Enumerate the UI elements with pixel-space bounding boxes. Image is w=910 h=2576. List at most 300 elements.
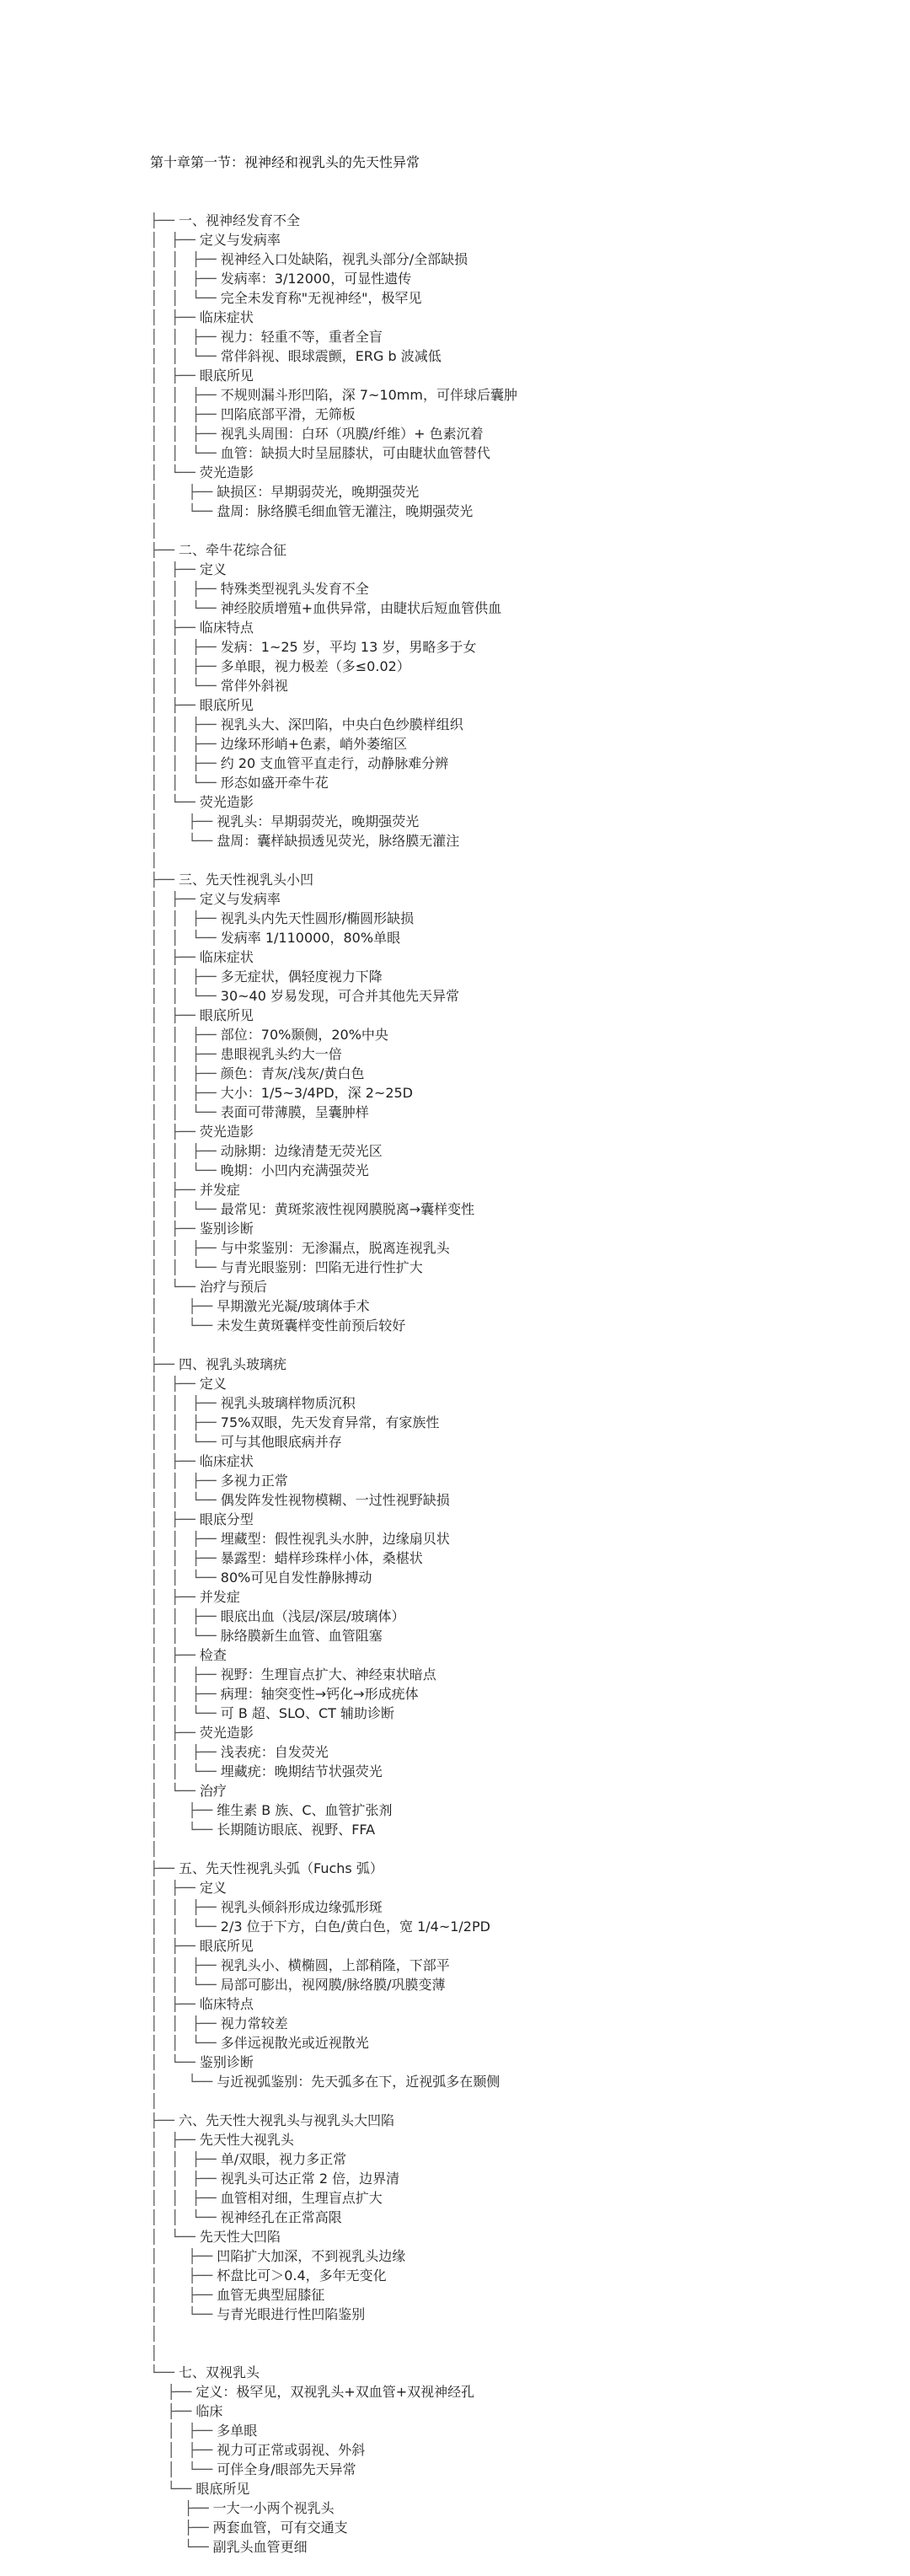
- outline-item-text: 视乳头可达正常 2 倍，边界清: [220, 2171, 400, 2187]
- outline-item-text: 并发症: [199, 1589, 240, 1605]
- outline-item: [150, 2460, 891, 2479]
- outline-item-text: 多单眼: [217, 2423, 258, 2439]
- outline-item-text: 眼底出血（浅层/深层/玻璃体）: [220, 1608, 405, 1624]
- tree-connector: │ ├──: [150, 1725, 200, 1741]
- tree-connector: │ ├──: [150, 1007, 200, 1023]
- outline-item-text: 四、视乳头玻璃疣: [178, 1356, 286, 1372]
- outline-item-text: 单/双眼，视力多正常: [220, 2151, 347, 2167]
- tree-connector: │ │ ├──: [150, 426, 221, 442]
- tree-connector: │ │ └──: [150, 988, 221, 1004]
- outline-item: [150, 1936, 891, 1956]
- outline-item: [150, 909, 891, 928]
- outline-item: [150, 637, 891, 657]
- outline-item-text: 视野：生理盲点扩大、神经束状暗点: [220, 1666, 436, 1682]
- tree-connector: │ │ ├──: [150, 1473, 221, 1489]
- outline-item-text: 两套血管，可有交通支: [212, 2520, 348, 2536]
- tree-connector: │ ├──: [150, 1802, 217, 1818]
- tree-connector: │ ├──: [150, 2287, 217, 2303]
- outline-item-text: 血管相对细，生理盲点扩大: [220, 2190, 383, 2206]
- outline-item: [150, 773, 891, 792]
- outline-item: [150, 211, 891, 230]
- outline-spacer: [150, 2324, 891, 2343]
- outline-item: [150, 1199, 891, 1219]
- tree-connector: │ └──: [150, 503, 217, 519]
- tree-connector: │ └──: [150, 2074, 217, 2090]
- outline-item: [150, 2440, 891, 2460]
- outline-item-text: 暴露型：蜡样珍珠样小体，桑椹状: [220, 1550, 423, 1566]
- tree-connector: │ │ ├──: [150, 1065, 221, 1081]
- tree-connector: │ └──: [150, 1318, 217, 1334]
- outline-item: [150, 676, 891, 695]
- tree-connector: ├──: [150, 542, 179, 558]
- outline-item: [150, 967, 891, 986]
- tree-connector: │ │ ├──: [150, 581, 221, 597]
- outline-item: [150, 540, 891, 560]
- outline-item: [150, 1897, 891, 1917]
- outline-item: [150, 2266, 891, 2285]
- tree-connector: │: [150, 523, 158, 539]
- outline-item: [150, 250, 891, 269]
- outline-spacer: [150, 2091, 891, 2111]
- outline-item-text: 与中浆鉴别：无渗漏点，脱离连视乳头: [220, 1240, 450, 1256]
- outline-item-text: 眼底分型: [199, 1511, 254, 1527]
- tree-connector: │ │ └──: [150, 1201, 221, 1217]
- outline-item: [150, 288, 891, 308]
- tree-connector: │ │ └──: [150, 775, 221, 791]
- outline-item: [150, 657, 891, 676]
- tree-connector: │ │ ├──: [150, 2190, 221, 2206]
- outline-item-text: 2/3 位于下方，白色/黄白色，宽 1/4~1/2PD: [220, 1919, 490, 1935]
- outline-item: [150, 1801, 891, 1820]
- tree-connector: │ │ ├──: [150, 2171, 221, 2187]
- tree-connector: │ │ ├──: [150, 2151, 221, 2167]
- outline-item-text: 视乳头大、深凹陷，中央白色纱膜样组织: [220, 716, 463, 733]
- tree-connector: │: [150, 1337, 158, 1353]
- outline-item-text: 临床症状: [199, 949, 254, 965]
- outline-item: [150, 1665, 891, 1684]
- tree-connector: │ │ ├──: [150, 329, 221, 345]
- outline-item-text: 视神经入口处缺陷，视乳头部分/全部缺损: [220, 251, 468, 267]
- outline-item: [150, 1122, 891, 1141]
- outline-item-text: 一大一小两个视乳头: [212, 2500, 335, 2516]
- outline-item-text: 临床症状: [199, 309, 254, 325]
- tree-connector: │ │ ├──: [150, 1686, 221, 1702]
- outline-item: [150, 1820, 891, 1839]
- outline-item-text: 临床特点: [199, 620, 254, 636]
- tree-connector: │ │ ├──: [150, 1240, 221, 1256]
- outline-item-text: 可 B 超、SLO、CT 辅助诊断: [220, 1705, 395, 1721]
- outline-item-text: 荧光造影: [199, 1124, 254, 1140]
- outline-item-text: 部位：70%颞侧，20%中央: [220, 1027, 388, 1043]
- tree-connector: │ ├──: [150, 232, 200, 248]
- outline-item: [150, 1277, 891, 1296]
- tree-connector: │ │ ├──: [150, 251, 221, 267]
- outline-item-text: 多无症状，偶轻度视力下降: [220, 969, 383, 985]
- tree-connector: │ ├──: [150, 1880, 200, 1896]
- tree-connector: │ ├──: [150, 561, 200, 577]
- tree-connector: │ ├──: [150, 2248, 217, 2264]
- outline-item: [150, 2518, 891, 2537]
- outline-item-text: 神经胶质增殖+血供异常，由睫状后短血管供血: [220, 600, 502, 616]
- tree-connector: ├──: [150, 872, 179, 888]
- outline-item-text: 75%双眼，先天发育异常，有家族性: [220, 1414, 440, 1430]
- tree-connector: │ │ ├──: [150, 271, 221, 287]
- outline-item-text: 临床特点: [199, 1996, 254, 2012]
- outline-item-text: 治疗: [199, 1783, 227, 1799]
- tree-connector: │ │ ├──: [150, 1085, 221, 1101]
- outline-item: [150, 1723, 891, 1742]
- tree-connector: │ ├──: [150, 1589, 200, 1605]
- outline-item-text: 晚期：小凹内充满强荧光: [220, 1162, 369, 1178]
- outline-item: [150, 1956, 891, 1975]
- tree-connector: ├──: [150, 1860, 179, 1876]
- tree-connector: │ │ ├──: [150, 1744, 221, 1760]
- tree-connector: │ │ └──: [150, 2209, 221, 2225]
- tree-connector: │ ├──: [150, 1938, 200, 1954]
- outline-item: [150, 1587, 891, 1607]
- tree-connector: │: [150, 852, 158, 868]
- tree-connector: │ │ └──: [150, 1434, 221, 1450]
- outline-spacer: [150, 1335, 891, 1355]
- tree-connector: │ │ └──: [150, 348, 221, 364]
- tree-connector: ├──: [150, 2520, 213, 2536]
- tree-connector: ├──: [150, 2112, 179, 2128]
- tree-connector: │ │ └──: [150, 600, 221, 616]
- outline-item: [150, 2208, 891, 2227]
- tree-connector: │ │ ├──: [150, 1608, 221, 1624]
- outline-item-text: 眼底所见: [199, 1007, 254, 1023]
- outline-item: [150, 2053, 891, 2072]
- outline-item: [150, 831, 891, 851]
- outline-item: [150, 1452, 891, 1471]
- tree-connector: │ └──: [150, 2229, 200, 2245]
- outline-item: [150, 2498, 891, 2518]
- outline-item-text: 一、视神经发育不全: [178, 212, 300, 228]
- tree-connector: │ ├──: [150, 2442, 217, 2458]
- outline-item: [150, 443, 891, 463]
- outline-item-text: 常伴外斜视: [220, 678, 288, 694]
- outline-item-text: 定义与发病率: [199, 891, 281, 907]
- outline-item-text: 视乳头小、横椭圆，上部稍隆，下部平: [220, 1957, 450, 1973]
- outline-item: [150, 1432, 891, 1452]
- outline-item-text: 可与其他眼底病并存: [220, 1434, 342, 1450]
- tree-connector: │ └──: [150, 833, 217, 849]
- outline-item: [150, 1548, 891, 1568]
- outline-item-text: 血管无典型屈膝征: [217, 2287, 325, 2303]
- outline-item: [150, 1083, 891, 1103]
- tree-connector: │ ├──: [150, 1453, 200, 1469]
- tree-connector: │ │ └──: [150, 1919, 221, 1935]
- outline-item-text: 患眼视乳头约大一倍: [220, 1046, 342, 1062]
- outline-item-text: 视力常较差: [220, 2015, 288, 2031]
- outline-item-text: 与近视弧鉴别：先天弧多在下，近视弧多在颞侧: [217, 2074, 500, 2090]
- outline-item-text: 定义: [199, 561, 227, 577]
- tree-connector: ├──: [150, 2500, 213, 2516]
- outline-item-text: 早期激光光凝/玻璃体手术: [217, 1298, 370, 1314]
- outline-item-text: 眼底所见: [199, 1938, 254, 1954]
- tree-connector: │ │ ├──: [150, 1550, 221, 1566]
- tree-connector: │ ├──: [150, 1124, 200, 1140]
- outline-item-text: 定义: [199, 1880, 227, 1896]
- tree-connector: │ │ └──: [150, 1104, 221, 1120]
- outline-item-text: 副乳头血管更细: [212, 2539, 308, 2555]
- tree-connector: │: [150, 2326, 158, 2342]
- tree-connector: │ ├──: [150, 949, 200, 965]
- tree-connector: │ ├──: [150, 309, 200, 325]
- outline-item-text: 定义与发病率: [199, 232, 281, 248]
- outline-item: [150, 598, 891, 618]
- tree-connector: │ │ ├──: [150, 1027, 221, 1043]
- outline-item: [150, 2130, 891, 2149]
- outline-item: [150, 2033, 891, 2053]
- tree-connector: │ │ ├──: [150, 1899, 221, 1915]
- outline-item: [150, 308, 891, 327]
- outline-item: [150, 1607, 891, 1626]
- outline-item-text: 偶发阵发性视物模糊、一过性视野缺损: [220, 1492, 450, 1508]
- outline-item: [150, 1859, 891, 1878]
- tree-connector: │ ├──: [150, 2267, 217, 2284]
- outline-item: [150, 1704, 891, 1723]
- outline-item-text: 荧光造影: [199, 794, 254, 810]
- outline-item: [150, 1568, 891, 1587]
- outline-item-text: 盘周：脉络膜毛细血管无灌注，晚期强荧光: [217, 503, 474, 519]
- outline-item: [150, 695, 891, 715]
- tree-connector: │ ├──: [150, 2423, 217, 2439]
- outline-item-text: 治疗与预后: [199, 1279, 267, 1295]
- outline-item: [150, 792, 891, 812]
- outline-spacer: [150, 1839, 891, 1859]
- outline-item: [150, 2188, 891, 2208]
- tree-connector: │ │ └──: [150, 678, 221, 694]
- outline-item: [150, 560, 891, 579]
- outline-item: [150, 947, 891, 967]
- outline-item: [150, 1103, 891, 1122]
- outline-item-text: 三、先天性视乳头小凹: [178, 872, 313, 888]
- tree-connector: └──: [150, 2364, 179, 2380]
- outline-item: [150, 1374, 891, 1393]
- outline-item: [150, 230, 891, 250]
- outline-spacer: [150, 2343, 891, 2363]
- outline-item: [150, 269, 891, 288]
- outline-item: [150, 2111, 891, 2130]
- outline-item: [150, 1975, 891, 1994]
- outline-item-text: 五、先天性视乳头弧（Fuchs 弧）: [178, 1860, 383, 1876]
- outline-item-text: 30~40 岁易发现，可合并其他先天异常: [220, 988, 459, 1004]
- tree-connector: │ │ ├──: [150, 1414, 221, 1430]
- outline-item: [150, 1626, 891, 1645]
- tree-connector: ├──: [150, 2384, 196, 2400]
- outline-item-text: 眼底所见: [199, 368, 254, 384]
- outline-item-text: 鉴别诊断: [199, 1221, 254, 1237]
- outline-item-text: 杯盘比可＞0.4，多年无变化: [217, 2267, 387, 2284]
- outline-item-text: 视力：轻重不等，重者全盲: [220, 329, 383, 345]
- tree-connector: │ │ ├──: [150, 1143, 221, 1159]
- outline-item: [150, 482, 891, 502]
- outline-item-text: 凹陷扩大加深，不到视乳头边缘: [217, 2248, 406, 2264]
- outline-item: [150, 1141, 891, 1161]
- outline-item-text: 血管：缺损大时呈屈膝状，可由睫状血管替代: [220, 445, 490, 461]
- tree-connector: │ └──: [150, 794, 200, 810]
- tree-connector: │ ├──: [150, 1996, 200, 2012]
- tree-connector: │ ├──: [150, 1511, 200, 1527]
- outline-item: [150, 579, 891, 598]
- outline-item-text: 边缘环形峭+色素，峭外萎缩区: [220, 736, 408, 752]
- outline-item: [150, 812, 891, 831]
- outline-spacer: [150, 521, 891, 540]
- tree-connector: │ │ └──: [150, 2035, 221, 2051]
- outline-item: [150, 1529, 891, 1548]
- outline-item-text: 多视力正常: [220, 1473, 288, 1489]
- tree-connector: │ └──: [150, 2461, 217, 2477]
- outline-item-text: 凹陷底部平滑，无筛板: [220, 406, 356, 422]
- outline-item-text: 最常见：黄斑浆液性视网膜脱离→囊样变性: [220, 1201, 475, 1217]
- outline-item: [150, 1490, 891, 1510]
- tree-connector: │: [150, 1841, 158, 1857]
- outline-item: [150, 986, 891, 1006]
- tree-connector: │ ├──: [150, 697, 200, 713]
- tree-connector: │ │ └──: [150, 445, 221, 461]
- tree-connector: │ ├──: [150, 620, 200, 636]
- outline-item: [150, 2169, 891, 2188]
- outline-item-text: 埋藏疣：晚期结节状强荧光: [220, 1763, 383, 1779]
- tree-connector: │ └──: [150, 2306, 217, 2322]
- outline-item: [150, 405, 891, 424]
- tree-connector: │ ├──: [150, 1182, 200, 1198]
- tree-connector: │ │ └──: [150, 1259, 221, 1275]
- outline-item-text: 七、双视乳头: [178, 2364, 260, 2380]
- outline-item-text: 与青光眼鉴别：凹陷无进行性扩大: [220, 1259, 423, 1275]
- outline-item: [150, 1762, 891, 1781]
- outline-item: [150, 889, 891, 909]
- tree-connector: ├──: [150, 2403, 196, 2419]
- outline-item-text: 六、先天性大视乳头与视乳头大凹陷: [178, 2112, 394, 2128]
- outline-item: [150, 1917, 891, 1936]
- tree-connector: │ │ ├──: [150, 2015, 221, 2031]
- outline-item-text: 80%可见自发性静脉搏动: [220, 1570, 372, 1586]
- outline-item-text: 视神经孔在正常高限: [220, 2209, 342, 2225]
- outline-item-text: 眼底所见: [199, 697, 254, 713]
- tree-connector: │ │ └──: [150, 1628, 221, 1644]
- tree-connector: │ │ ├──: [150, 736, 221, 752]
- outline-item: [150, 2479, 891, 2498]
- outline-item: [150, 2402, 891, 2421]
- outline-item: [150, 1006, 891, 1025]
- outline-item-text: 检查: [199, 1647, 227, 1663]
- tree-connector: │ │ ├──: [150, 969, 221, 985]
- tree-connector: │ ├──: [150, 1221, 200, 1237]
- outline-item: [150, 1258, 891, 1277]
- outline-item-text: 眼底所见: [195, 2481, 250, 2497]
- outline-item: [150, 1219, 891, 1238]
- outline-item-text: 并发症: [199, 1182, 240, 1198]
- outline-item: [150, 346, 891, 366]
- tree-connector: │: [150, 2345, 158, 2361]
- tree-connector: │ │ ├──: [150, 658, 221, 674]
- tree-connector: │ │ └──: [150, 1162, 221, 1178]
- outline-item-text: 多单眼，视力极差（多≤0.02）: [220, 658, 410, 674]
- outline-item-text: 视乳头内先天性圆形/椭圆形缺损: [220, 910, 415, 926]
- outline-item-text: 约 20 支血管平直走行，动静脉难分辨: [220, 755, 449, 771]
- tree-connector: │ │ ├──: [150, 1666, 221, 1682]
- outline-item: [150, 1684, 891, 1704]
- outline-item-text: 未发生黄斑囊样变性前预后较好: [217, 1318, 406, 1334]
- outline-item-text: 动脉期：边缘清楚无荧光区: [220, 1143, 383, 1159]
- outline-item: [150, 385, 891, 405]
- outline-item-text: 维生素 B 族、C、血管扩张剂: [217, 1802, 393, 1818]
- tree-connector: │ │ ├──: [150, 910, 221, 926]
- outline-item-text: 局部可膨出，视网膜/脉络膜/巩膜变薄: [220, 1977, 446, 1993]
- outline-item-text: 视乳头周围：白环（巩膜/纤维）+ 色素沉着: [220, 426, 484, 442]
- outline-item-text: 临床: [195, 2403, 223, 2419]
- outline-item: [150, 2246, 891, 2266]
- outline-item: [150, 2285, 891, 2305]
- tree-connector: │ │ ├──: [150, 1395, 221, 1411]
- tree-connector: │ ├──: [150, 1298, 217, 1314]
- outline-item-text: 荧光造影: [199, 464, 254, 480]
- outline-item-text: 多伴远视散光或近视散光: [220, 2035, 369, 2051]
- tree-connector: │ └──: [150, 2054, 200, 2070]
- outline-item-text: 先天性大凹陷: [199, 2229, 281, 2245]
- outline-item: [150, 715, 891, 734]
- outline-item: [150, 1025, 891, 1044]
- outline-item: [150, 1064, 891, 1083]
- outline-item: [150, 2421, 891, 2440]
- outline-item: [150, 1296, 891, 1316]
- outline-item-text: 先天性大视乳头: [199, 2132, 294, 2148]
- tree-connector: │ ├──: [150, 2132, 200, 2148]
- outline-item: [150, 1393, 891, 1413]
- outline-item: [150, 1781, 891, 1801]
- tree-connector: │ │ └──: [150, 290, 221, 306]
- outline-item-text: 大小：1/5~3/4PD，深 2~25D: [220, 1085, 413, 1101]
- outline-item-text: 缺损区：早期弱荧光，晚期强荧光: [217, 484, 420, 500]
- tree-connector: ├──: [150, 212, 179, 228]
- outline-item-text: 二、牵牛花综合征: [178, 542, 286, 558]
- tree-connector: │ │ └──: [150, 930, 221, 946]
- tree-connector: │ │ └──: [150, 1763, 221, 1779]
- outline-item: [150, 2149, 891, 2169]
- outline-item: [150, 1180, 891, 1199]
- outline-item-text: 长期随访眼底、视野、FFA: [217, 1822, 376, 1838]
- outline-tree: [150, 114, 891, 2576]
- outline-item: [150, 1878, 891, 1897]
- outline-item: [150, 754, 891, 773]
- outline-item-text: 颜色：青灰/浅灰/黄白色: [220, 1065, 365, 1081]
- outline-item-text: 发病：1~25 岁，平均 13 岁，男略多于女: [220, 639, 477, 655]
- tree-connector: │ │ ├──: [150, 406, 221, 422]
- outline-item-text: 脉络膜新生血管、血管阻塞: [220, 1628, 383, 1644]
- outline-item: [150, 2072, 891, 2091]
- outline-item: [150, 2305, 891, 2324]
- outline-item: [150, 327, 891, 346]
- tree-connector: │ │ ├──: [150, 755, 221, 771]
- outline-item: [150, 366, 891, 385]
- tree-connector: │ ├──: [150, 368, 200, 384]
- outline-item: [150, 424, 891, 443]
- tree-connector: │ ├──: [150, 1376, 200, 1392]
- outline-item-text: 表面可带薄膜，呈囊肿样: [220, 1104, 369, 1120]
- outline-item-text: 浅表疣：自发荧光: [220, 1744, 329, 1760]
- tree-connector: │: [150, 2093, 158, 2109]
- tree-connector: │ └──: [150, 1783, 200, 1799]
- tree-connector: │ ├──: [150, 891, 200, 907]
- tree-connector: ├──: [150, 1356, 179, 1372]
- outline-item: [150, 1510, 891, 1529]
- outline-item: [150, 2382, 891, 2402]
- outline-item: [150, 1161, 891, 1180]
- tree-connector: └──: [150, 2481, 196, 2497]
- outline-item: [150, 734, 891, 754]
